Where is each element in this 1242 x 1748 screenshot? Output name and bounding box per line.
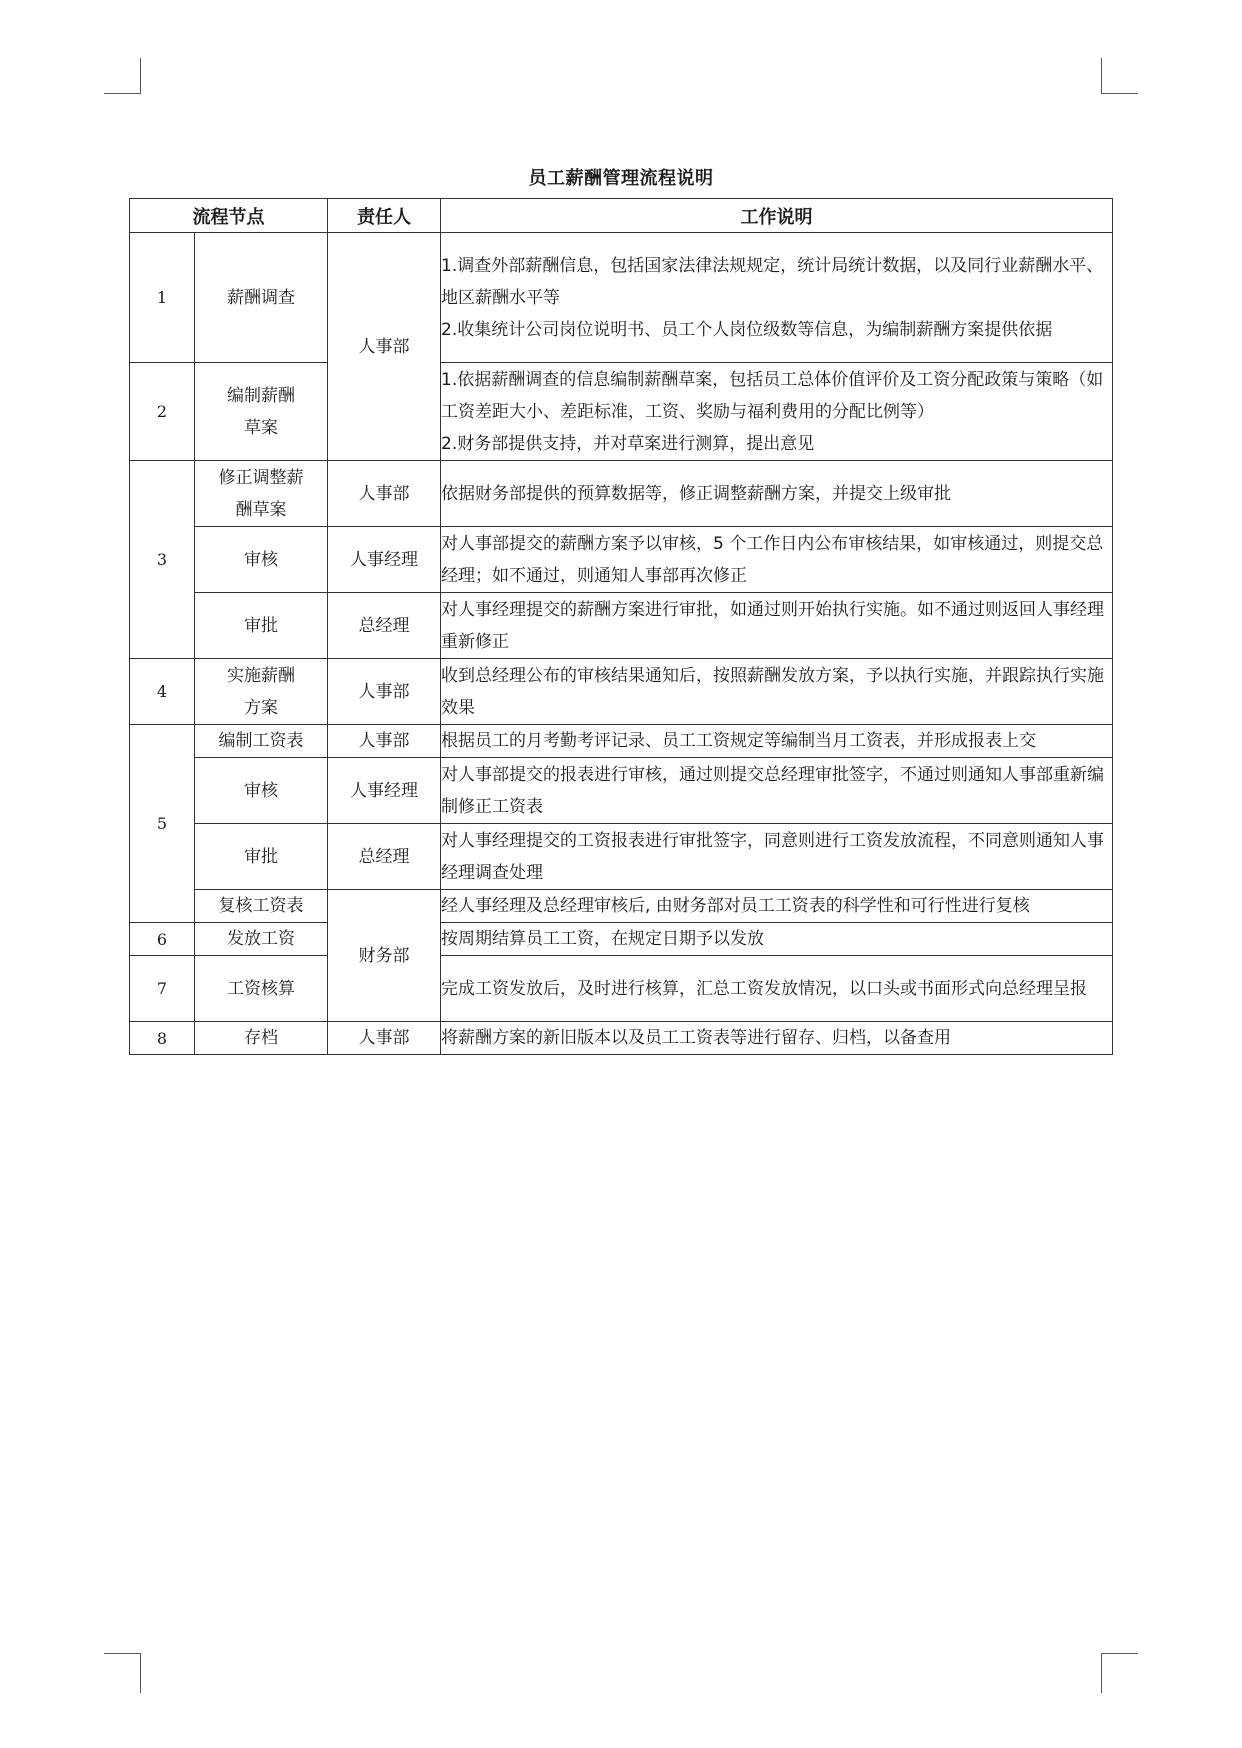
step-node xyxy=(195,659,328,725)
description-line: 对人事经理提交的薪酬方案进行审批，如通过则开始执行实施。如不通过则返回人事经理重新修正 xyxy=(441,599,1104,652)
step-description xyxy=(441,923,1113,956)
step-description xyxy=(441,1022,1113,1055)
step-node-line: 方案 xyxy=(244,697,278,718)
step-node xyxy=(195,233,328,363)
step-description xyxy=(441,725,1113,758)
table-row xyxy=(130,659,1113,725)
responsible-cell: 总经理 xyxy=(328,593,441,659)
step-node-line: 审核 xyxy=(244,549,278,570)
step-number: 4 xyxy=(130,659,195,725)
header-node: 流程节点 xyxy=(130,199,328,233)
step-description xyxy=(441,824,1113,890)
step-node-line: 编制工资表 xyxy=(218,731,304,751)
document-title: 员工薪酬管理流程说明 xyxy=(528,168,714,189)
step-description xyxy=(441,758,1113,824)
description-line: 1.依据薪酬调查的信息编制薪酬草案，包括员工总体价值评价及工资分配政策与策略（如工资差距大小、差距标准，工资、奖励与福利费用的分配比例等） xyxy=(441,369,1104,422)
step-number: 2 xyxy=(130,363,195,461)
step-node xyxy=(195,1022,328,1055)
step-node xyxy=(195,363,328,461)
step-node xyxy=(195,725,328,758)
step-node xyxy=(195,593,328,659)
header-responsible: 责任人 xyxy=(328,199,441,233)
step-number: 6 xyxy=(130,923,195,956)
responsible-cell: 人事经理 xyxy=(328,758,441,824)
crop-mark-bottom-right-v xyxy=(1101,1653,1102,1693)
description-line: 2.收集统计公司岗位说明书、员工个人岗位级数等信息，为编制薪酬方案提供依据 xyxy=(441,319,1053,340)
step-description xyxy=(441,890,1113,923)
step-node-line: 薪酬调查 xyxy=(227,287,295,308)
table-row xyxy=(130,461,1113,527)
step-description xyxy=(441,233,1113,363)
crop-mark-bottom-left-v xyxy=(140,1653,141,1693)
header-row xyxy=(130,199,1113,233)
step-node-line: 实施薪酬 xyxy=(227,665,295,686)
step-node-line: 修正调整薪 xyxy=(218,467,304,488)
step-node-line: 草案 xyxy=(244,417,278,438)
step-description xyxy=(441,659,1113,725)
table-row xyxy=(130,890,1113,923)
table-row xyxy=(130,593,1113,659)
table-row xyxy=(130,923,1113,956)
description-line: 完成工资发放后，及时进行核算，汇总工资发放情况，以口头或书面形式向总经理呈报 xyxy=(441,978,1087,999)
crop-mark-top-left-v xyxy=(140,58,141,94)
step-node xyxy=(195,758,328,824)
table-row xyxy=(130,725,1113,758)
step-number: 3 xyxy=(130,461,195,659)
responsible-cell: 人事经理 xyxy=(328,527,441,593)
header-description: 工作说明 xyxy=(441,199,1113,233)
table-row xyxy=(130,758,1113,824)
crop-mark-top-right-h xyxy=(1101,93,1138,94)
crop-mark-top-right-v xyxy=(1101,58,1102,94)
step-node xyxy=(195,923,328,956)
description-line: 依据财务部提供的预算数据等，修正调整薪酬方案，并提交上级审批 xyxy=(441,483,951,504)
step-description xyxy=(441,363,1113,461)
table-row xyxy=(130,233,1113,363)
description-line: 将薪酬方案的新旧版本以及员工工资表等进行留存、归档，以备查用 xyxy=(441,1028,951,1048)
crop-mark-bottom-left-h xyxy=(104,1653,141,1654)
step-node-line: 审批 xyxy=(244,615,278,636)
table-row xyxy=(130,956,1113,1022)
description-line: 2.财务部提供支持，并对草案进行测算，提出意见 xyxy=(441,433,815,454)
step-node-line: 发放工资 xyxy=(227,929,295,949)
step-description xyxy=(441,956,1113,1022)
step-number: 8 xyxy=(130,1022,195,1055)
responsible-cell: 财务部 xyxy=(328,890,441,1022)
responsible-cell: 人事部 xyxy=(328,725,441,758)
description-line: 对人事部提交的薪酬方案予以审核，5 个工作日内公布审核结果，如审核通过，则提交总经理；如不通过，则通知人事部再次修正 xyxy=(441,533,1104,586)
step-node-line: 审核 xyxy=(244,780,278,801)
step-node xyxy=(195,527,328,593)
crop-mark-top-left-h xyxy=(104,93,141,94)
step-number: 5 xyxy=(130,725,195,923)
responsible-cell: 总经理 xyxy=(328,824,441,890)
step-description xyxy=(441,527,1113,593)
description-line: 根据员工的月考勤考评记录、员工工资规定等编制当月工资表，并形成报表上交 xyxy=(441,731,1036,751)
step-node-line: 酬草案 xyxy=(235,499,287,520)
step-number: 1 xyxy=(130,233,195,363)
step-node xyxy=(195,824,328,890)
responsible-cell: 人事部 xyxy=(328,461,441,527)
responsible-cell: 人事部 xyxy=(328,1022,441,1055)
responsible-cell: 人事部 xyxy=(328,233,441,461)
table-row xyxy=(130,1022,1113,1055)
table-row xyxy=(130,363,1113,461)
step-node xyxy=(195,890,328,923)
description-line: 对人事经理提交的工资报表进行审批签字，同意则进行工资发放流程，不同意则通知人事经理调查处理 xyxy=(441,830,1104,883)
description-line: 1.调查外部薪酬信息，包括国家法律法规规定，统计局统计数据，以及同行业薪酬水平、地区薪酬水平等 xyxy=(441,255,1104,308)
description-line: 对人事部提交的报表进行审核，通过则提交总经理审批签字，不通过则通知人事部重新编制修正工资表 xyxy=(441,764,1104,817)
step-node-line: 编制薪酬 xyxy=(227,385,295,406)
description-line: 经人事经理及总经理审核后, 由财务部对员工工资表的科学性和可行性进行复核 xyxy=(441,896,1030,916)
step-node-line: 审批 xyxy=(244,846,278,867)
step-number: 7 xyxy=(130,956,195,1022)
responsible-cell: 人事部 xyxy=(328,659,441,725)
step-node-line: 复核工资表 xyxy=(218,896,304,916)
table-row xyxy=(130,824,1113,890)
description-line: 收到总经理公布的审核结果通知后，按照薪酬发放方案，予以执行实施，并跟踪执行实施效果 xyxy=(441,665,1104,718)
step-node xyxy=(195,956,328,1022)
table-row xyxy=(130,527,1113,593)
step-description xyxy=(441,461,1113,527)
step-description xyxy=(441,593,1113,659)
description-line: 按周期结算员工工资，在规定日期予以发放 xyxy=(441,929,764,949)
crop-mark-bottom-right-h xyxy=(1101,1653,1138,1654)
step-node-line: 工资核算 xyxy=(227,978,295,999)
process-table xyxy=(129,198,1113,1055)
step-node xyxy=(195,461,328,527)
step-node-line: 存档 xyxy=(244,1028,278,1048)
